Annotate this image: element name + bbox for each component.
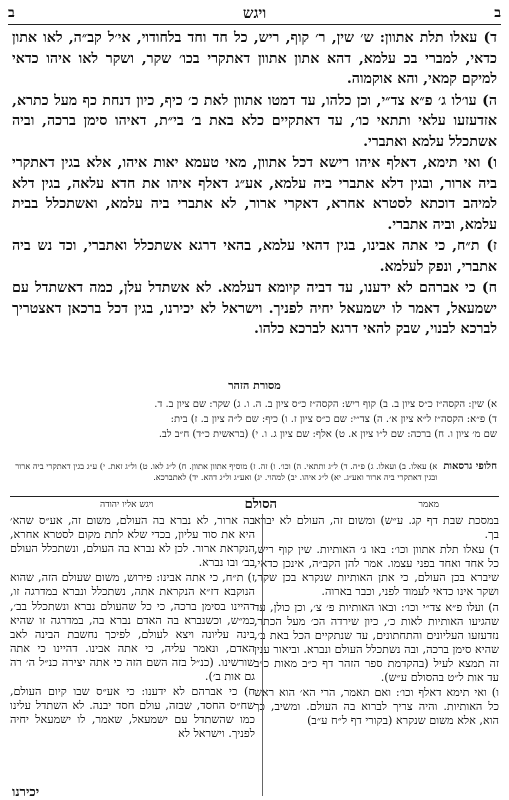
zohar-paragraph: ו) ואי תימא, דאלף איהו רישא דכל אתוון, מאי טעמא יאות איהו, אלא בגין דאתקרי ביה ארור, ובגין דלא אתברי ביה עלמא, אע״ג דאלף איהו את חדא עלאה, בגין דלא למיהב דוכתא לסטרא אחרא, דאקרי ארור, לא אתברי ביה עלמא, ואשתכלל בבית עלמא, וביה אתברי. [12, 155, 497, 233]
mesoret-hazohar [12, 378, 497, 442]
parasha-title: ויגש [242, 3, 267, 22]
commentary-paragraph: ז) ת״ח, כי אתה אבינו: פירוש, משום שעולם הזה, שהוא הנוקבא דז״א הנקראת אתה, נשתכלל ונברא במדרגה זו, דהיינו בסימן ברכה, כי כל שהעולם נברא ונשתכלל בב׳, כמ״ש, וכשנברא בה האדם נברא בה, במדרגה זו שהיא בינה עליונה ויצא לעולם, לפיכך נחשבת הבינה לאב האדם, ונאמר עליה, כי אתה אבינו. דהיינו כי אתה שורשינו. (כנ״ל בזה השם הזה כי אתה יצירה כנ״ל ה׳ רה גם אות ב׳). [10, 571, 255, 684]
mesoret-title: מסורת הזהר [228, 379, 281, 392]
zohar-paragraph: ה) עו׳לו ג׳ פ״א צד״י, וכן כלהו, עד דמטו אתוון לאת כ׳ כיף, כיון דנחת כף מעל כתרא, אזדעזעו עלאי ותתאי כו׳, עד דאתקיים כלא באת ב׳ בי״ת, דאיהו סימן ברכה, וביה אשתכלל עלמא ואתברי. [12, 92, 497, 150]
mesoret-row: שם מ׳ ציון ו. ח) ברכה: שם ל״ו ציון א. ט) אלף: שם ציון ג. ו. י) (בראשית כ״ד) ח״ב לב. [158, 429, 497, 440]
column-header-left: ויגש אליו יהודה [100, 500, 154, 510]
commentary-paragraph: ה) ועלו פ״א צד״י וכו׳: ובאו האותיות פ׳ צ׳, וכן כולן, עד שהגיעו האותיות לאות כ׳, כיון שירדה הכ׳ מעל הכתר, נזדעזעו העליונים והתחתונים, עד שנתקיים הכל באת ב׳, שהיא סימן ברכה, ובה נשתכלל העולם ונברא. וביאור ענין זה תמצא לעיל (בהקדמת ספר הזהר דף כ״ב מאות כ״ב עד אות ל״ט בהסולם ע״ש). [254, 600, 499, 685]
column-header-center: הסולם [244, 497, 277, 512]
column-header-right: מאמר [418, 500, 439, 510]
variant-readings [12, 461, 497, 483]
commentary-paragraph: במסכת שבת דף קג. ע״ש) ומשום זה, העולם לא יברא בך. [254, 514, 499, 542]
zohar-paragraph: ד) עאלו תלת אתוון: ש׳ שין, ר׳ קוף, ריש, כל חד וחד בלחודוי, אי׳ל קב״ה, לאו אתון כדאי, למברי בכ עלמא, דהא אתון אתוון דאתקרי בכו׳ שקר, ושקר לאו איהו כדאי למיקם קמאי, והא אוקמוה. [12, 30, 497, 87]
catchword: יכירנו [12, 785, 40, 800]
page-header [8, 2, 501, 25]
commentary-paragraph: ד) עאלו תלת אתוון וכו׳: באו ג׳ האותיות. שין קוף ריש, כל אחד ואחד בפני עצמו. אמר להן הקב״ה, אינכן כדאי, שיברא בכן העולם, כי אתן האותיות שנקרא בכן שקר, ושקר אינו כדאי לעמוד לפני, וכבר בארוה. [254, 543, 499, 599]
sulam-commentary [10, 514, 499, 796]
commentary-column-right [254, 514, 499, 796]
zohar-paragraph: ז) ת״ח, כי אתה אבינו, בגין דהאי עלמא, בהאי דרגא אשתכלל ואתברי, וכד נש ביה אתברי, ונפק לעלמא. [12, 238, 497, 275]
variant-readings-text: א) עאלו. ב) ועאלו. ג) פ״ה. ד) ל״ג ותתאי. ה) וכו׳. ו) זה. ז) מוסיף אתוון אתוון. ח) ל״ג לאו. ט) ול״ג זאת. י) ע״ג בגין דאתקרי ביה ארור ובגין דאתקרי ביה ארור ואע״ג. יא) ל״ג איהו. יב) למהוי. יג) ואע״ג ול״ג דהא. יד) לאתברכא. [15, 461, 438, 482]
variant-readings-label: חלופי גרסאות [443, 461, 497, 472]
commentary-column-left [10, 514, 255, 796]
zohar-paragraph: ח) כי אברהם לא ידענו, עד דביה קיומא דעלמא. לא אשתדל עלן, כמה דאשתדל עם ישמעאל, דאמר לו ישמעאל יחיה לפניך. וישראל לא יכירנו, בגין דכל ברכאן דאצטריך לברכא לבנוי, שבק להאי דרגא לברכא כלהו. [12, 280, 497, 337]
commentary-headers [10, 496, 499, 512]
column-divider [262, 514, 263, 796]
zohar-main-text [12, 28, 497, 341]
mesoret-row: א) שין: הקסה״ז כ״ס ציון ב. ב) קוף ריש: הקסה״ז כ״ס ציון ב. ה. ו. ג) שקר: שם ציון ב. ד. [154, 399, 497, 410]
page-number: ב [494, 4, 501, 21]
commentary-paragraph: ו) ואי תימא דאלף וכו׳: ואם תאמר, הרי הא׳ הוא ראש כל האותיות. והיה צריך לברוא בה העולם. ומשיב, כך הוא, אלא משום שנקרא (בקורי דף ל״ח ע״ב) [254, 686, 499, 728]
mesoret-row: ד) פ״א: הקסה״ז ל״א ציון א׳. ה) צד״י: שם כ״ס ציון ז. ו) כיף: שם ל״ה ציון ב. ז) בית: [170, 414, 497, 425]
page-mark: ב [8, 4, 15, 21]
commentary-paragraph: ח) כי אברהם לא ידענו: כי אע״ס שבו קיום העולם, שח״ס החסד, שבזה, עולם חסד יבנה. לא השתדל עלינו כמו שהשתדל עם ישמעאל, שאמר, לו ישמעאל יחיה לפניך. וישראל לא [10, 685, 255, 741]
commentary-paragraph: בה ארור, לא נברא בה העולם, משום זה, אע״ס שהא׳ היא את סוד עליון, בכדי שלא לתת מקום לסטרא אחרא, הנקראת ארור. לכן לא נברא בה העולם, ונשתכלל העולם בב׳ ובו נברא. [10, 514, 255, 570]
